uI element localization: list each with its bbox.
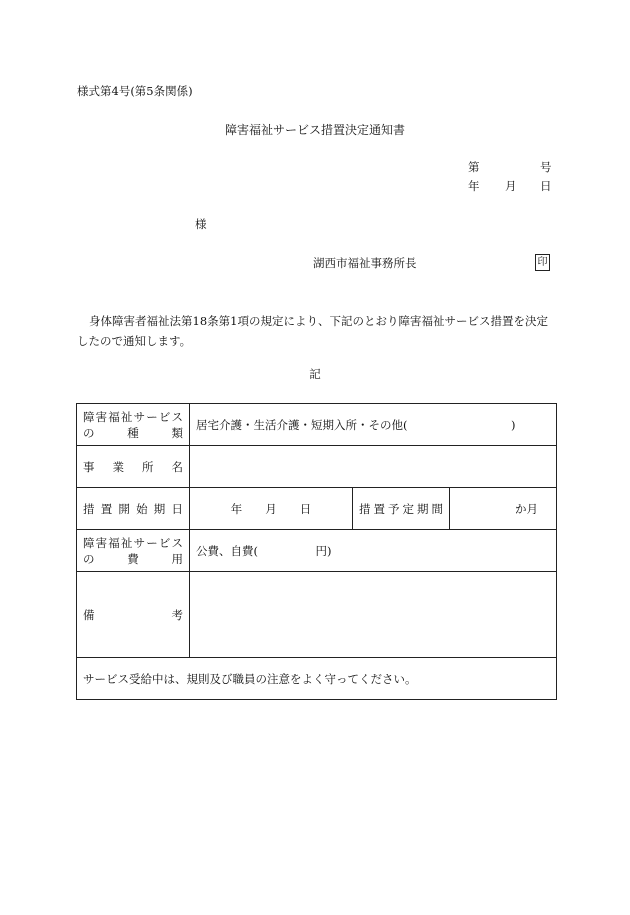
table-row-remarks xyxy=(77,572,557,658)
table-row-facility xyxy=(77,446,557,488)
table-row-notice xyxy=(77,658,557,700)
start-date-value: 年 月 日 xyxy=(190,488,353,530)
planned-period-value: か月 xyxy=(450,488,557,530)
table-row-dates xyxy=(77,488,557,530)
remarks-value[interactable] xyxy=(190,572,557,658)
recipient-honorific: 様 xyxy=(195,217,207,231)
service-cost-value: 公費、自費( 円) xyxy=(190,530,557,572)
number-dai: 第 xyxy=(468,160,480,174)
date-day: 日 xyxy=(540,179,552,193)
ki-heading: 記 xyxy=(309,367,321,381)
table-row-cost xyxy=(77,530,557,572)
number-gou: 号 xyxy=(540,160,552,174)
label-service-cost xyxy=(77,530,190,572)
label-service-type xyxy=(77,404,190,446)
notice-text: サービス受給中は、規則及び職員の注意をよく守ってください。 xyxy=(77,658,557,700)
issuer-name: 湖西市福祉事務所長 xyxy=(313,256,417,270)
label-service-cost-line1: 障害福祉サービス xyxy=(83,535,183,550)
seal-stamp-box: 印 xyxy=(535,254,550,271)
label-service-type-line2: の 種 類 xyxy=(83,425,183,440)
form-number: 様式第4号(第5条関係) xyxy=(77,84,193,98)
label-planned-period: 措置予定期間 xyxy=(353,488,450,530)
document-title: 障害福祉サービス措置決定通知書 xyxy=(224,123,405,137)
date-year: 年 xyxy=(468,179,480,193)
label-start-date: 措置開始期日 xyxy=(77,488,190,530)
date-month: 月 xyxy=(505,179,517,193)
label-remarks: 備 考 xyxy=(77,572,190,658)
notice-paragraph: 身体障害者福祉法第18条第1項の規定により、下記のとおり障害福祉サービス措置を決定したので通知します。 xyxy=(77,314,548,348)
label-facility-name: 事 業 所 名 xyxy=(77,446,190,488)
service-type-value: 居宅介護・生活介護・短期入所・その他( ) xyxy=(190,404,557,446)
facility-name-value[interactable] xyxy=(190,446,557,488)
label-service-type-line1: 障害福祉サービス xyxy=(83,409,183,424)
details-table xyxy=(76,403,557,700)
table-row-service-type xyxy=(77,404,557,446)
label-service-cost-line2: の 費 用 xyxy=(83,551,183,566)
